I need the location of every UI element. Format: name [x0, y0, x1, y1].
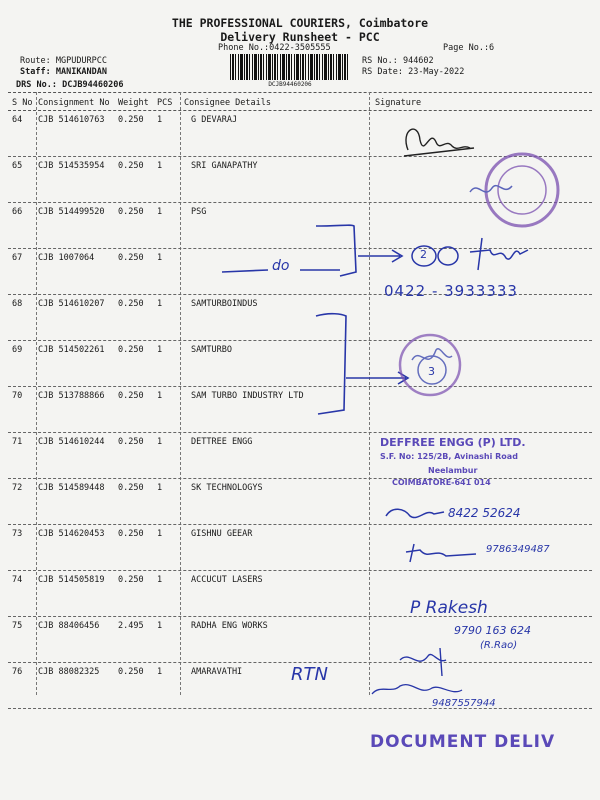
row-consignment: CJB 514610207	[38, 299, 105, 309]
rs-no-label: RS No.:	[362, 56, 398, 66]
runsheet-subtitle: Delivery Runsheet - PCC	[220, 30, 380, 44]
company-title: THE PROFESSIONAL COURIERS, Coimbatore	[171, 16, 429, 30]
row-consignee: SAMTURBOINDUS	[191, 299, 258, 309]
row-sno: 74	[12, 575, 23, 585]
document-delivered-stamp: DOCUMENT DELIV	[370, 732, 556, 752]
row-pcs: 1	[157, 345, 163, 355]
row-consignee: RADHA ENG WORKS	[191, 621, 268, 631]
row-weight: 0.250	[118, 483, 144, 493]
row-pcs: 1	[157, 575, 163, 585]
deffree-stamp-name: DEFFREE ENGG (P) LTD.	[380, 436, 526, 449]
row-weight: 0.250	[118, 253, 144, 263]
barcode	[230, 54, 350, 80]
row-sno: 76	[12, 667, 23, 677]
deffree-stamp-addr3: COIMBATORE-641 014	[392, 478, 491, 487]
row-sno: 64	[12, 115, 23, 125]
phone-76: 9487557944	[432, 698, 496, 709]
row-sno: 66	[12, 207, 23, 217]
deffree-stamp-addr1: S.F. No: 125/2B, Avinashi Road	[380, 452, 518, 461]
row-consignee: SRI GANAPATHY	[191, 161, 258, 171]
row-consignment: CJB 514499520	[38, 207, 105, 217]
table-row	[8, 571, 592, 617]
row-consignment: CJB 513788866	[38, 391, 105, 401]
phone-72: 8422 52624	[448, 506, 521, 520]
row-weight: 0.250	[118, 207, 144, 217]
row-consignee: SAMTURBO	[191, 345, 232, 355]
row-pcs: 1	[157, 299, 163, 309]
row-sno: 69	[12, 345, 23, 355]
phone-number: Phone No.:0422-3505555	[218, 43, 331, 53]
row-weight: 0.250	[118, 437, 144, 447]
table-row	[8, 341, 592, 387]
table-row	[8, 295, 592, 341]
row-consignment: CJB 514610244	[38, 437, 105, 447]
row-consignee: G DEVARAJ	[191, 115, 238, 125]
row-consignment: CJB 514535954	[38, 161, 105, 171]
table-row	[8, 111, 592, 157]
row-weight: 2.495	[118, 621, 144, 631]
circle-two-text: 2	[420, 248, 427, 261]
col-signature: Signature	[375, 98, 422, 108]
phone-75: 9790 163 624	[454, 624, 531, 637]
row-sno: 73	[12, 529, 23, 539]
row-consignment: CJB 514589448	[38, 483, 105, 493]
route-label: Route:	[20, 56, 51, 66]
staff-label: Staff:	[20, 67, 51, 77]
table-top-rule	[8, 92, 592, 93]
col-pcs: PCS	[157, 98, 173, 108]
row-pcs: 1	[157, 621, 163, 631]
table-row	[8, 387, 592, 433]
row-pcs: 1	[157, 437, 163, 447]
col-details: Consignee Details	[184, 98, 271, 108]
row-sno: 72	[12, 483, 23, 493]
route-line	[20, 56, 107, 66]
row-sno: 75	[12, 621, 23, 631]
phone-73: 9786349487	[486, 544, 550, 555]
row-consignment: CJB 88406456	[38, 621, 100, 631]
drs-value: DCJB94460206	[62, 80, 124, 90]
ditto-mark: do	[272, 258, 290, 274]
row-pcs: 1	[157, 115, 163, 125]
deffree-stamp-addr2: Neelambur	[428, 466, 478, 475]
row-weight: 0.250	[118, 345, 144, 355]
page-number: Page No.:6	[443, 43, 495, 53]
name-75-paren: (R.Rao)	[480, 640, 518, 651]
row-sno: 68	[12, 299, 23, 309]
row-sno: 65	[12, 161, 23, 171]
drs-line	[16, 80, 124, 90]
phone-note: 0422 - 3933333	[384, 282, 518, 300]
row-consignment: CJB 514610763	[38, 115, 105, 125]
row-consignee: SAM TURBO INDUSTRY LTD	[191, 391, 304, 401]
row-consignee: GISHNU GEEAR	[191, 529, 253, 539]
row-weight: 0.250	[118, 391, 144, 401]
row-consignment: CJB 1007064	[38, 253, 95, 263]
row-consignee: PSG	[191, 207, 207, 217]
col-consignment: Consignment No	[38, 98, 110, 108]
row-pcs: 1	[157, 253, 163, 263]
row-sno: 71	[12, 437, 23, 447]
row-weight: 0.250	[118, 667, 144, 677]
row-consignee: AMARAVATHI	[191, 667, 243, 677]
row-weight: 0.250	[118, 575, 144, 585]
row-pcs: 1	[157, 667, 163, 677]
row-weight: 0.250	[118, 529, 144, 539]
rs-no-value: 944602	[402, 56, 434, 66]
row-consignee: ACCUCUT LASERS	[191, 575, 263, 585]
row-weight: 0.250	[118, 115, 144, 125]
staff-value: MANIKANDAN	[55, 67, 108, 77]
rs-date-line	[362, 67, 464, 77]
rs-date-label: RS Date:	[362, 67, 403, 77]
row-consignment: CJB 514502261	[38, 345, 105, 355]
rtn-mark: RTN	[291, 664, 328, 685]
route-value: MGPUDURPCC	[55, 56, 108, 66]
row-weight: 0.250	[118, 161, 144, 171]
row-pcs: 1	[157, 161, 163, 171]
row-pcs: 1	[157, 207, 163, 217]
row-sno: 67	[12, 253, 23, 263]
circle-three-text: 3	[428, 365, 435, 378]
row-consignment: CJB 514620453	[38, 529, 105, 539]
row-consignee: DETTREE ENGG	[191, 437, 253, 447]
row-rule	[8, 708, 592, 709]
row-consignment: CJB 88082325	[38, 667, 100, 677]
drs-label: DRS No.:	[16, 80, 57, 90]
staff-line	[20, 67, 107, 77]
row-sno: 70	[12, 391, 23, 401]
row-pcs: 1	[157, 391, 163, 401]
rs-no-line	[362, 56, 434, 66]
barcode-text: DCJB94460206	[268, 81, 312, 88]
table-row	[8, 203, 592, 249]
col-sno: S No	[12, 98, 33, 108]
row-consignment: CJB 514505819	[38, 575, 105, 585]
row-consignee: SK TECHNOLOGYS	[191, 483, 263, 493]
row-weight: 0.250	[118, 299, 144, 309]
rs-date-value: 23-May-2022	[408, 67, 465, 77]
table-row	[8, 157, 592, 203]
row-pcs: 1	[157, 529, 163, 539]
row-pcs: 1	[157, 483, 163, 493]
col-weight: Weight	[118, 98, 149, 108]
name-75: P Rakesh	[410, 598, 488, 618]
